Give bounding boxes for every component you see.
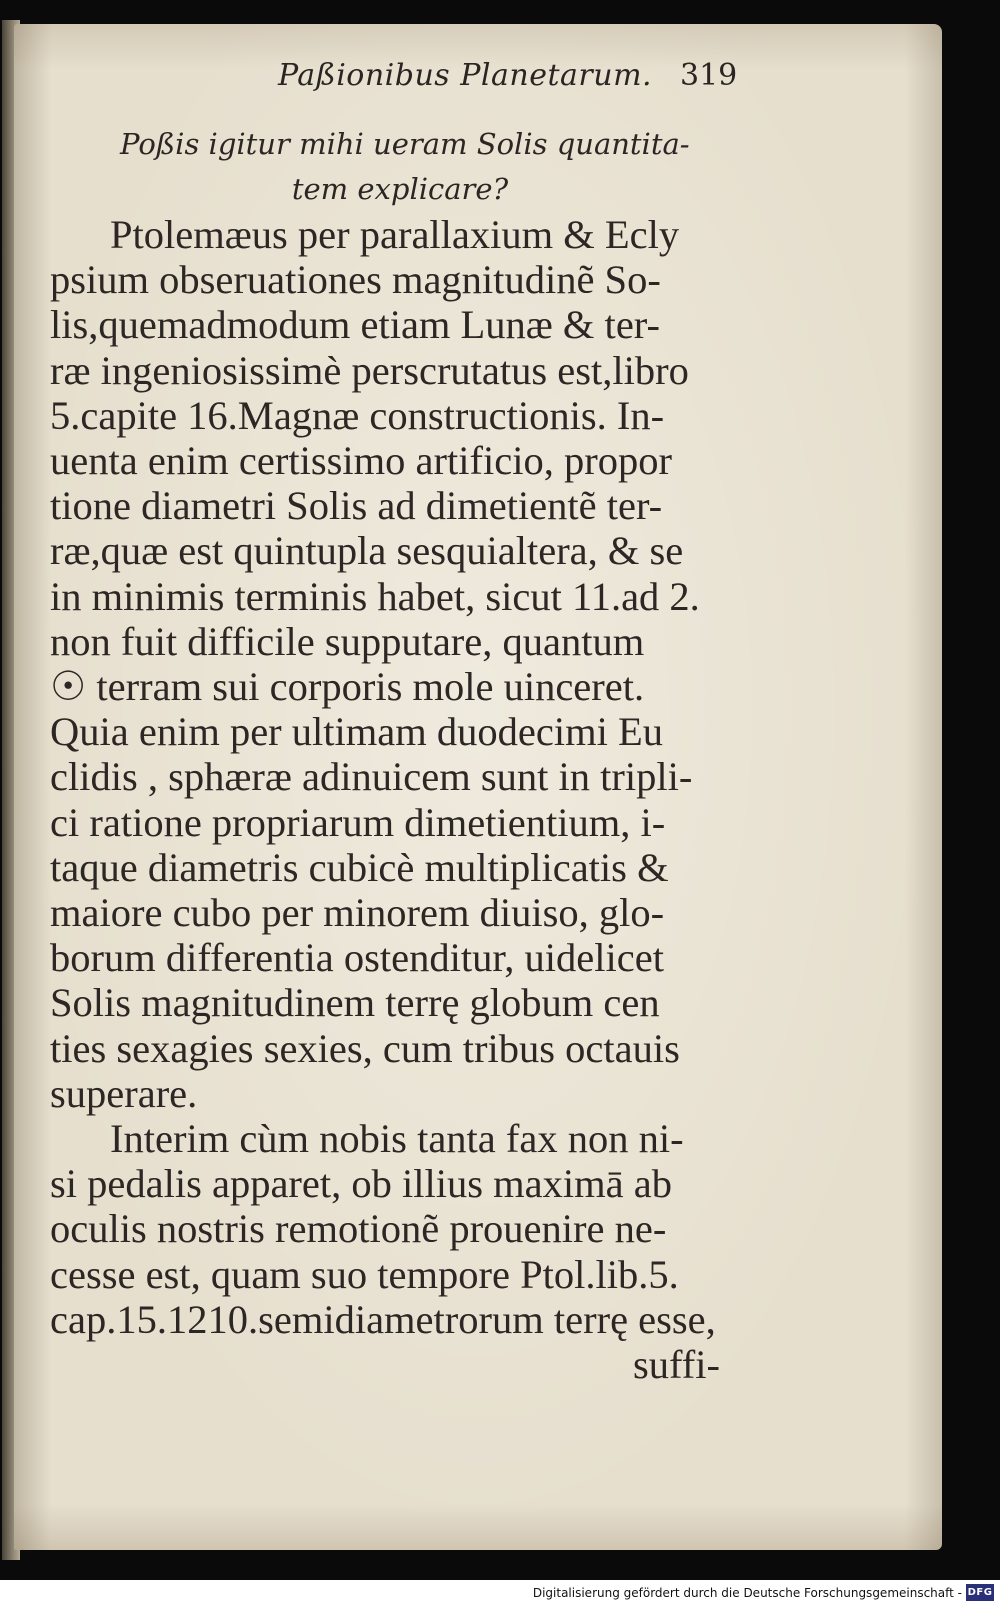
- running-head: Paßionibus Planetarum.: [277, 58, 653, 93]
- text-line: maiore cubo per minorem diuiso, glo-: [50, 890, 665, 936]
- text-line: Solis magnitudinem terrę globum cen: [50, 980, 660, 1026]
- text-line: cap.15.1210.semidiametrorum terrę esse,: [50, 1296, 716, 1342]
- text-line: ties sexagies sexies, cum tribus octauis: [50, 1025, 680, 1071]
- page-number: 319: [680, 58, 738, 93]
- question-heading: [120, 122, 690, 212]
- text-line: 5.capite 16.Magnæ constructionis. In-: [50, 392, 665, 438]
- digitization-footer: [0, 1580, 1000, 1607]
- dfg-logo: DFG: [966, 1584, 994, 1601]
- text-line: ☉ terram sui corporis mole uinceret.: [50, 664, 645, 710]
- text-line: ci ratione propriarum dimetientium, i-: [50, 799, 666, 845]
- catchword: suffi-: [633, 1342, 720, 1388]
- text-line: clidis , sphæræ adinuicem sunt in tripli-: [50, 754, 693, 800]
- text-line: oculis nostris remotionẽ prouenire ne-: [50, 1206, 667, 1252]
- text-line: ræ ingeniosissimè perscrutatus est,libro: [50, 347, 689, 393]
- text-line: cesse est, quam suo tempore Ptol.lib.5.: [50, 1251, 679, 1297]
- text-line: Quia enim per ultimam duodecimi Eu: [50, 709, 663, 755]
- text-line: Ptolemæus per parallaxium & Ecly: [110, 212, 680, 257]
- text-line: Interim cùm nobis tanta fax non ni-: [110, 1116, 684, 1162]
- body-text: [50, 212, 740, 1387]
- text-line: tione diametri Solis ad dimetientẽ ter-: [50, 483, 663, 529]
- text-line: borum differentia ostenditur, uidelicet: [50, 935, 664, 981]
- question-line: Poßis igitur mihi ueram Solis quantita-: [120, 127, 690, 161]
- text-line: taque diametris cubicè multiplicatis &: [50, 844, 669, 890]
- text-line: ræ,quæ est quintupla sesquialtera, & se: [50, 528, 684, 574]
- text-line: si pedalis apparet, ob illius maximā ab: [50, 1161, 672, 1207]
- text-line: lis,quemadmodum etiam Lunæ & ter-: [50, 302, 660, 348]
- text-line: superare.: [50, 1070, 198, 1116]
- funding-credit: Digitalisierung gefördert durch die Deutsche Forschungsgemeinschaft -: [532, 1586, 962, 1600]
- text-line: in minimis terminis habet, sicut 11.ad 2.: [50, 573, 700, 619]
- text-line: non fuit difficile supputare, quantum: [50, 618, 645, 664]
- question-line: tem explicare?: [291, 172, 509, 206]
- text-line: uenta enim certissimo artificio, propor: [50, 438, 672, 484]
- text-line: psium obseruationes magnitudinẽ So-: [50, 257, 661, 303]
